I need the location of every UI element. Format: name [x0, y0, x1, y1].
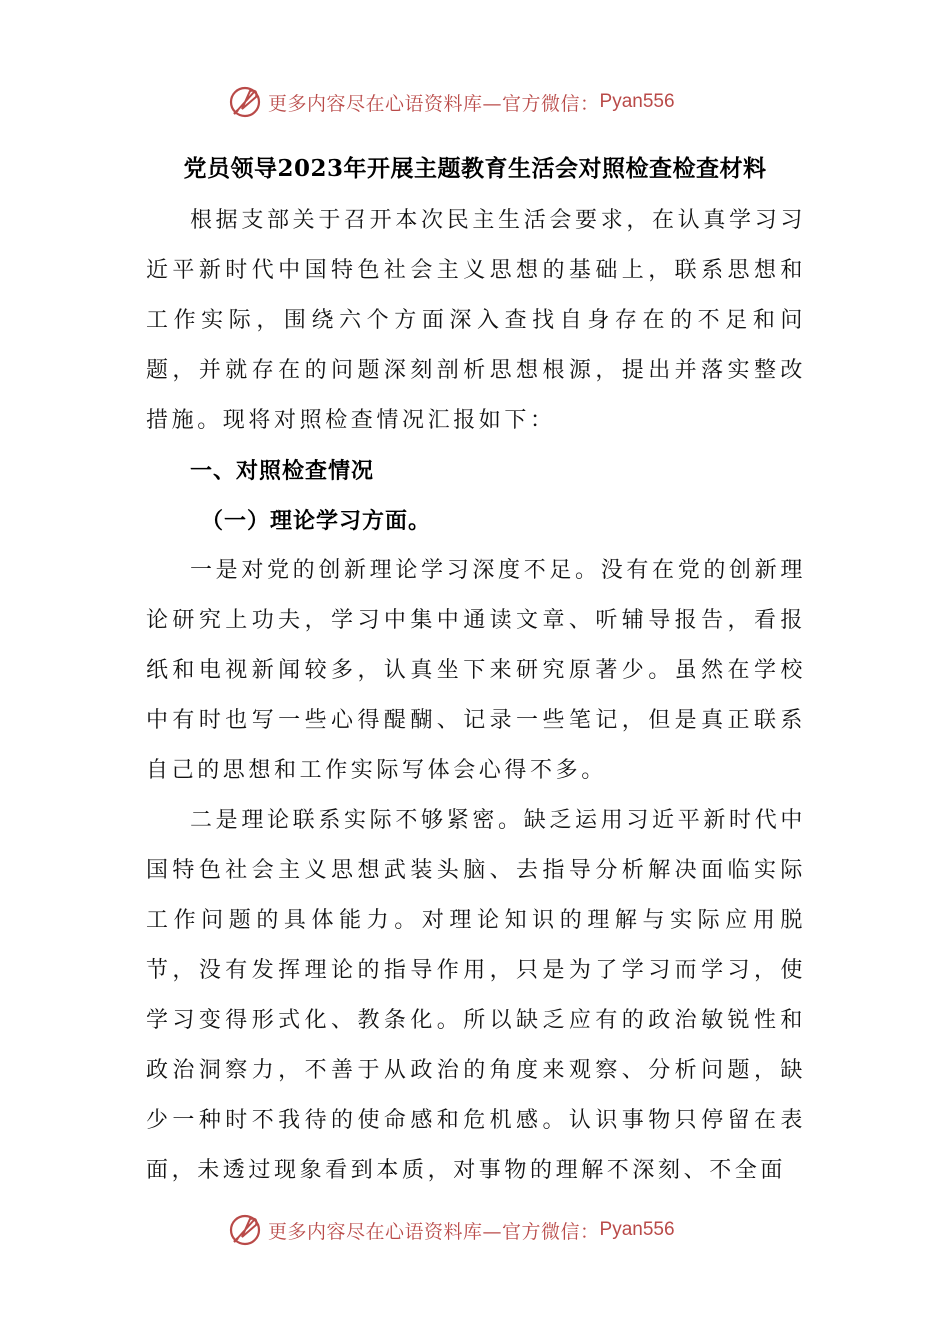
watermark-text: 更多内容尽在心语资料库—官方微信：: [268, 1220, 600, 1243]
quill-logo-icon: [228, 85, 262, 119]
document-title: 党员领导2023年开展主题教育生活会对照检查检查材料: [183, 155, 767, 182]
body-paragraph-2: 二是理论联系实际不够紧密。缺乏运用习近平新时代中国特色社会主义思想武装头脑、去指导分析解决面临实际工作问题的具体能力。对理论知识的理解与实际应用脱节，没有发挥理论的指导作用，只是为了学习而学习，使学习变得形式化、教条化。所以缺乏应有的政治敏锐性和政治洞察力，不善于从政治的角度来观察、分析问题，缺少一种时不我待的使命感和危机感。认识事物只停留在表面，未透过现象看到本质，对事物的理解不深刻、不全面: [146, 808, 806, 1183]
body-paragraph-1: 一是对党的创新理论学习深度不足。没有在党的创新理论研究上功夫，学习中集中通读文章、听辅导报告，看报纸和电视新闻较多，认真坐下来研究原著少。虽然在学校中有时也写一些心得醍醐、记录一些笔记，但是真正联系自己的思想和工作实际写体会心得不多。: [146, 558, 806, 783]
section-heading: 一、对照检查情况: [190, 458, 375, 484]
document-body: [146, 196, 806, 1196]
subsection-heading: （一）理论学习方面。: [201, 508, 432, 534]
watermark-banner-bottom: [228, 1210, 675, 1250]
quill-logo-icon: [228, 1213, 262, 1247]
intro-paragraph: 根据支部关于召开本次民主生活会要求，在认真学习习近平新时代中国特色社会主义思想的基础上，联系思想和工作实际，围绕六个方面深入查找自身存在的不足和问题，并就存在的问题深刻剖析思想根源，提出并落实整改措施。现将对照检查情况汇报如下：: [146, 208, 806, 433]
watermark-wechat-id: Pyan556: [599, 91, 675, 112]
watermark-wechat-id: Pyan556: [599, 1219, 675, 1240]
watermark-banner-top: [228, 82, 675, 122]
watermark-text: 更多内容尽在心语资料库—官方微信：: [268, 92, 600, 115]
